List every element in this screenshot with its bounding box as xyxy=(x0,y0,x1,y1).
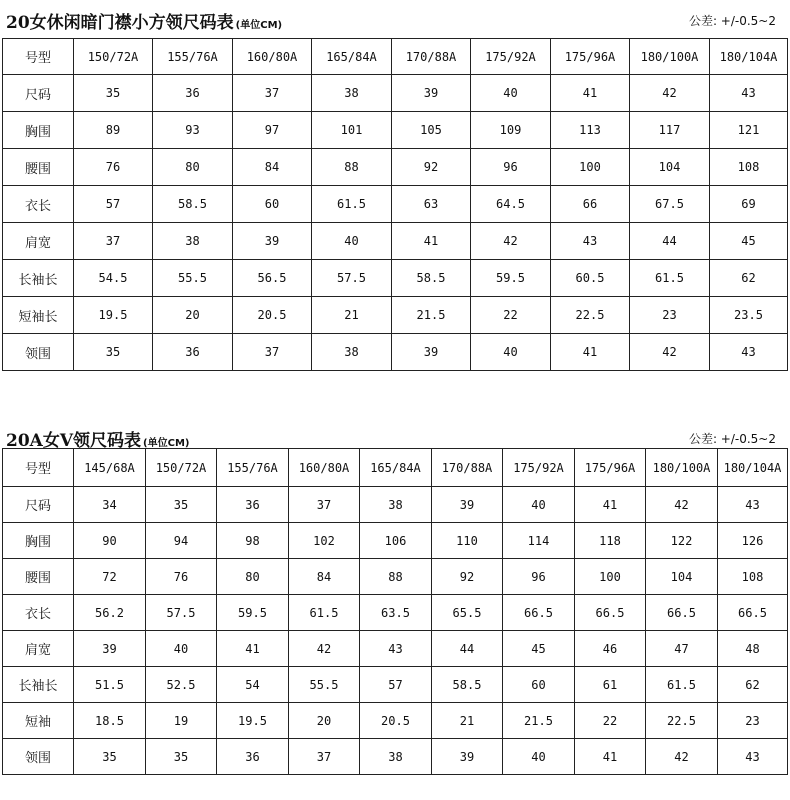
tolerance-value: +/-0.5~2 xyxy=(720,432,776,446)
size-chart-casual-collar xyxy=(0,0,790,362)
table-cell: 41 xyxy=(575,739,646,775)
header-cell-size: 165/84A xyxy=(312,39,392,75)
table-row xyxy=(3,112,788,149)
row-label: 肩宽 xyxy=(3,223,74,260)
table-cell: 114 xyxy=(503,523,575,559)
row-label: 短袖 xyxy=(3,703,74,739)
table-cell: 64.5 xyxy=(471,186,551,223)
header-cell-size: 170/88A xyxy=(392,39,471,75)
table-cell: 88 xyxy=(312,149,392,186)
table-row xyxy=(3,260,788,297)
table-cell: 35 xyxy=(74,334,153,371)
table-cell: 18.5 xyxy=(74,703,146,739)
table-row xyxy=(3,297,788,334)
table-cell: 80 xyxy=(217,559,289,595)
row-label: 腰围 xyxy=(3,149,74,186)
table-cell: 20 xyxy=(289,703,360,739)
table-cell: 57.5 xyxy=(312,260,392,297)
header-cell-size: 180/100A xyxy=(630,39,710,75)
chart-header xyxy=(0,0,790,38)
row-label: 长袖长 xyxy=(3,667,74,703)
header-cell-size: 180/100A xyxy=(646,449,718,487)
table-row xyxy=(3,523,788,559)
table-cell: 22 xyxy=(575,703,646,739)
table-row xyxy=(3,739,788,775)
table-cell: 35 xyxy=(146,739,217,775)
table-cell: 47 xyxy=(646,631,718,667)
table-cell: 106 xyxy=(360,523,432,559)
header-cell-size: 165/84A xyxy=(360,449,432,487)
tolerance-label: 公差: xyxy=(688,432,721,446)
table-cell: 51.5 xyxy=(74,667,146,703)
table-cell: 43 xyxy=(718,487,788,523)
table-cell: 22.5 xyxy=(646,703,718,739)
table-cell: 58.5 xyxy=(392,260,471,297)
table-cell: 63 xyxy=(392,186,471,223)
table-cell: 104 xyxy=(630,149,710,186)
header-cell-size: 180/104A xyxy=(710,39,788,75)
table-cell: 61.5 xyxy=(289,595,360,631)
table-cell: 97 xyxy=(233,112,312,149)
table-cell: 41 xyxy=(392,223,471,260)
table-cell: 54 xyxy=(217,667,289,703)
table-cell: 102 xyxy=(289,523,360,559)
table-cell: 61.5 xyxy=(630,260,710,297)
table-cell: 108 xyxy=(710,149,788,186)
table-cell: 57 xyxy=(74,186,153,223)
header-cell-size: 160/80A xyxy=(289,449,360,487)
table-cell: 66.5 xyxy=(575,595,646,631)
table-cell: 36 xyxy=(153,75,233,112)
table-cell: 55.5 xyxy=(153,260,233,297)
table-cell: 37 xyxy=(289,487,360,523)
table-cell: 45 xyxy=(503,631,575,667)
table-cell: 42 xyxy=(471,223,551,260)
table-row xyxy=(3,487,788,523)
table-cell: 37 xyxy=(289,739,360,775)
table-cell: 67.5 xyxy=(630,186,710,223)
header-cell-size: 155/76A xyxy=(217,449,289,487)
row-label: 尺码 xyxy=(3,75,74,112)
table-cell: 21 xyxy=(432,703,503,739)
table-cell: 42 xyxy=(289,631,360,667)
table-row xyxy=(3,595,788,631)
table-cell: 60 xyxy=(503,667,575,703)
table-header-row xyxy=(3,39,788,75)
table-cell: 62 xyxy=(718,667,788,703)
table-cell: 76 xyxy=(146,559,217,595)
header-cell-size: 145/68A xyxy=(74,449,146,487)
table-cell: 42 xyxy=(646,739,718,775)
table-cell: 39 xyxy=(432,739,503,775)
table-cell: 66.5 xyxy=(718,595,788,631)
table-cell: 43 xyxy=(710,75,788,112)
table-cell: 22 xyxy=(471,297,551,334)
table-row xyxy=(3,559,788,595)
table-cell: 36 xyxy=(217,487,289,523)
table-cell: 37 xyxy=(233,334,312,371)
header-cell-size: 180/104A xyxy=(718,449,788,487)
size-table xyxy=(2,448,788,775)
header-cell-size: 170/88A xyxy=(432,449,503,487)
table-row xyxy=(3,186,788,223)
table-row xyxy=(3,334,788,371)
table-cell: 121 xyxy=(710,112,788,149)
table-cell: 45 xyxy=(710,223,788,260)
table-cell: 105 xyxy=(392,112,471,149)
table-cell: 23.5 xyxy=(710,297,788,334)
table-cell: 84 xyxy=(289,559,360,595)
table-cell: 19.5 xyxy=(217,703,289,739)
table-cell: 66.5 xyxy=(646,595,718,631)
table-cell: 21 xyxy=(312,297,392,334)
table-cell: 44 xyxy=(432,631,503,667)
table-cell: 35 xyxy=(146,487,217,523)
table-cell: 109 xyxy=(471,112,551,149)
table-cell: 88 xyxy=(360,559,432,595)
table-cell: 69 xyxy=(710,186,788,223)
table-cell: 38 xyxy=(360,739,432,775)
table-cell: 42 xyxy=(646,487,718,523)
table-cell: 76 xyxy=(74,149,153,186)
unit-label: (单位CM) xyxy=(143,438,190,449)
table-row xyxy=(3,75,788,112)
row-label: 肩宽 xyxy=(3,631,74,667)
chart-title xyxy=(6,8,282,33)
table-cell: 52.5 xyxy=(146,667,217,703)
table-cell: 59.5 xyxy=(217,595,289,631)
table-cell: 37 xyxy=(233,75,312,112)
table-cell: 40 xyxy=(503,739,575,775)
table-row xyxy=(3,223,788,260)
table-cell: 57.5 xyxy=(146,595,217,631)
table-cell: 59.5 xyxy=(471,260,551,297)
table-cell: 92 xyxy=(392,149,471,186)
tolerance xyxy=(689,12,776,29)
table-cell: 100 xyxy=(575,559,646,595)
table-cell: 19 xyxy=(146,703,217,739)
table-cell: 118 xyxy=(575,523,646,559)
table-cell: 42 xyxy=(630,334,710,371)
table-cell: 41 xyxy=(575,487,646,523)
table-cell: 63.5 xyxy=(360,595,432,631)
table-cell: 92 xyxy=(432,559,503,595)
table-cell: 38 xyxy=(153,223,233,260)
table-cell: 44 xyxy=(630,223,710,260)
table-cell: 60.5 xyxy=(551,260,630,297)
table-cell: 40 xyxy=(471,334,551,371)
table-cell: 54.5 xyxy=(74,260,153,297)
table-row xyxy=(3,703,788,739)
table-cell: 36 xyxy=(153,334,233,371)
row-label: 领围 xyxy=(3,739,74,775)
table-cell: 43 xyxy=(360,631,432,667)
table-cell: 65.5 xyxy=(432,595,503,631)
table-cell: 100 xyxy=(551,149,630,186)
table-cell: 61.5 xyxy=(312,186,392,223)
table-cell: 48 xyxy=(718,631,788,667)
table-cell: 57 xyxy=(360,667,432,703)
table-cell: 43 xyxy=(710,334,788,371)
table-cell: 36 xyxy=(217,739,289,775)
table-cell: 84 xyxy=(233,149,312,186)
row-label: 胸围 xyxy=(3,112,74,149)
table-cell: 20.5 xyxy=(233,297,312,334)
chart-title-text: 20女休闲暗门襟小方领尺码表 xyxy=(6,13,234,33)
header-cell-size: 155/76A xyxy=(153,39,233,75)
row-label: 长袖长 xyxy=(3,260,74,297)
table-cell: 104 xyxy=(646,559,718,595)
row-label: 领围 xyxy=(3,334,74,371)
table-cell: 110 xyxy=(432,523,503,559)
table-cell: 38 xyxy=(312,334,392,371)
header-cell-size: 150/72A xyxy=(146,449,217,487)
table-row xyxy=(3,667,788,703)
table-cell: 60 xyxy=(233,186,312,223)
header-cell-size-type: 号型 xyxy=(3,39,74,75)
table-cell: 58.5 xyxy=(432,667,503,703)
table-cell: 39 xyxy=(74,631,146,667)
table-cell: 22.5 xyxy=(551,297,630,334)
table-row xyxy=(3,149,788,186)
table-cell: 39 xyxy=(432,487,503,523)
header-cell-size-type: 号型 xyxy=(3,449,74,487)
size-chart-v-neck xyxy=(0,418,790,766)
tolerance-value: +/-0.5~2 xyxy=(720,14,776,28)
table-cell: 38 xyxy=(312,75,392,112)
tolerance xyxy=(689,430,776,447)
table-cell: 89 xyxy=(74,112,153,149)
table-cell: 96 xyxy=(503,559,575,595)
table-cell: 39 xyxy=(392,75,471,112)
table-cell: 61 xyxy=(575,667,646,703)
table-cell: 93 xyxy=(153,112,233,149)
table-cell: 21.5 xyxy=(503,703,575,739)
table-cell: 58.5 xyxy=(153,186,233,223)
table-cell: 35 xyxy=(74,739,146,775)
table-cell: 126 xyxy=(718,523,788,559)
table-cell: 117 xyxy=(630,112,710,149)
table-cell: 94 xyxy=(146,523,217,559)
table-cell: 40 xyxy=(471,75,551,112)
tolerance-label: 公差: xyxy=(688,14,721,28)
table-cell: 37 xyxy=(74,223,153,260)
table-header-row xyxy=(3,449,788,487)
header-cell-size: 160/80A xyxy=(233,39,312,75)
table-cell: 66 xyxy=(551,186,630,223)
header-cell-size: 175/96A xyxy=(551,39,630,75)
table-cell: 35 xyxy=(74,75,153,112)
table-cell: 21.5 xyxy=(392,297,471,334)
table-cell: 66.5 xyxy=(503,595,575,631)
table-cell: 41 xyxy=(551,334,630,371)
table-cell: 20.5 xyxy=(360,703,432,739)
header-cell-size: 150/72A xyxy=(74,39,153,75)
table-cell: 40 xyxy=(503,487,575,523)
table-cell: 122 xyxy=(646,523,718,559)
table-cell: 19.5 xyxy=(74,297,153,334)
table-cell: 101 xyxy=(312,112,392,149)
table-cell: 80 xyxy=(153,149,233,186)
table-cell: 34 xyxy=(74,487,146,523)
table-cell: 20 xyxy=(153,297,233,334)
table-cell: 96 xyxy=(471,149,551,186)
table-cell: 40 xyxy=(312,223,392,260)
table-cell: 72 xyxy=(74,559,146,595)
table-cell: 38 xyxy=(360,487,432,523)
chart-title-text: 20A女V领尺码表 xyxy=(6,431,142,451)
table-cell: 23 xyxy=(630,297,710,334)
table-cell: 90 xyxy=(74,523,146,559)
row-label: 衣长 xyxy=(3,186,74,223)
table-cell: 41 xyxy=(551,75,630,112)
row-label: 胸围 xyxy=(3,523,74,559)
table-cell: 46 xyxy=(575,631,646,667)
table-cell: 61.5 xyxy=(646,667,718,703)
table-cell: 55.5 xyxy=(289,667,360,703)
table-cell: 23 xyxy=(718,703,788,739)
table-cell: 56.5 xyxy=(233,260,312,297)
table-cell: 62 xyxy=(710,260,788,297)
row-label: 短袖长 xyxy=(3,297,74,334)
header-cell-size: 175/92A xyxy=(471,39,551,75)
size-table xyxy=(2,38,788,371)
table-row xyxy=(3,631,788,667)
table-cell: 43 xyxy=(718,739,788,775)
row-label: 衣长 xyxy=(3,595,74,631)
header-cell-size: 175/96A xyxy=(575,449,646,487)
table-cell: 41 xyxy=(217,631,289,667)
table-cell: 42 xyxy=(630,75,710,112)
unit-label: (单位CM) xyxy=(235,20,283,31)
header-cell-size: 175/92A xyxy=(503,449,575,487)
table-cell: 113 xyxy=(551,112,630,149)
table-cell: 43 xyxy=(551,223,630,260)
table-cell: 39 xyxy=(392,334,471,371)
table-cell: 40 xyxy=(146,631,217,667)
table-cell: 56.2 xyxy=(74,595,146,631)
table-cell: 108 xyxy=(718,559,788,595)
table-cell: 39 xyxy=(233,223,312,260)
row-label: 腰围 xyxy=(3,559,74,595)
row-label: 尺码 xyxy=(3,487,74,523)
table-cell: 98 xyxy=(217,523,289,559)
